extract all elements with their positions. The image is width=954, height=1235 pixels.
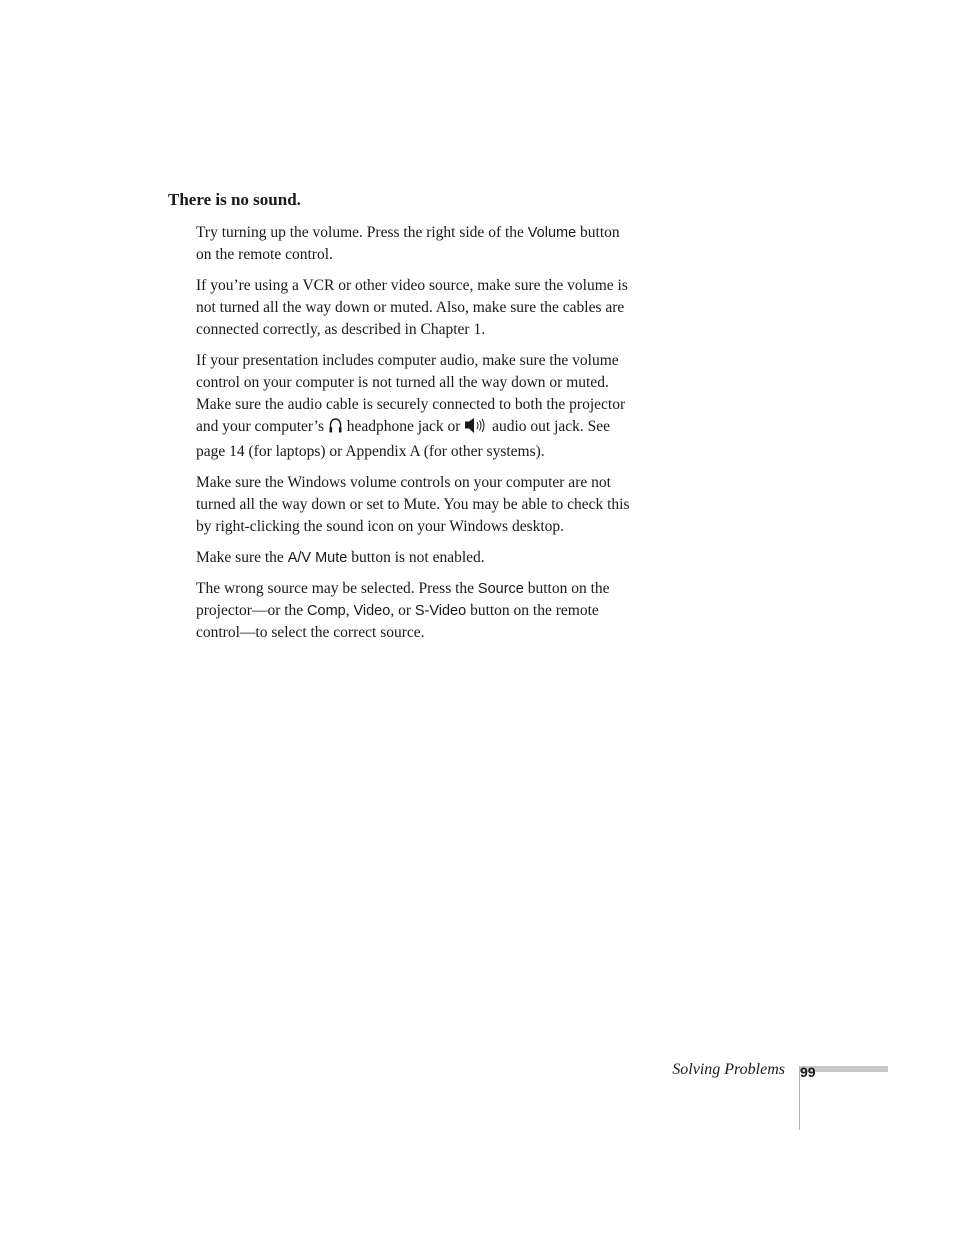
text: ,: [345, 602, 354, 619]
speaker-icon: [464, 417, 488, 441]
body-text: [196, 222, 636, 653]
text: , or: [390, 602, 415, 619]
text: Try turning up the volume. Press the right side of the: [196, 224, 528, 241]
text: button on the projector—or the: [196, 580, 610, 619]
paragraph-volume: [196, 222, 636, 266]
text: If you’re using a VCR or other video source, make sure the volume is not turned all the way down or muted. Also, make sure the cables are connected correctly, as described in Chapter 1.: [196, 277, 628, 338]
volume-button-label: Volume: [527, 225, 577, 241]
paragraph-video-source: [196, 275, 636, 341]
av-mute-button-label: A/V Mute: [287, 550, 348, 566]
headphone-icon: [328, 417, 343, 441]
section-heading: There is no sound.: [168, 190, 301, 209]
text: If your presentation includes computer audio, make sure the volume control on your computer is not turned all the way down or muted. Make sure the audio cable is securely connected to both the projector and your computer’s: [196, 352, 626, 435]
text: button is not enabled.: [347, 549, 485, 566]
page-number: 99: [800, 1064, 816, 1080]
text: Make sure the: [196, 549, 288, 566]
text: Make sure the Windows volume controls on your computer are not turned all the way down or set to Mute. You may be able to check this by right-clicking the sound icon on your Windows desktop.: [196, 474, 630, 535]
paragraph-computer-audio: [196, 350, 636, 463]
source-button-label: Source: [477, 581, 524, 597]
text: audio out jack. See page 14 (for laptops) or Appendix A (for other systems).: [196, 418, 611, 460]
paragraph-av-mute: [196, 547, 636, 569]
text: button on the remote control—to select the correct source.: [196, 602, 599, 641]
text: headphone jack or: [342, 418, 465, 435]
comp-button-label: Comp: [307, 603, 346, 619]
text: button on the remote control.: [196, 224, 620, 263]
paragraph-wrong-source: [196, 578, 636, 644]
video-button-label: Video: [353, 603, 391, 619]
s-video-button-label: S-Video: [414, 603, 467, 619]
paragraph-windows-volume: [196, 472, 636, 538]
text: The wrong source may be selected. Press the: [196, 580, 478, 597]
footer-section-title: Solving Problems: [672, 1061, 785, 1078]
